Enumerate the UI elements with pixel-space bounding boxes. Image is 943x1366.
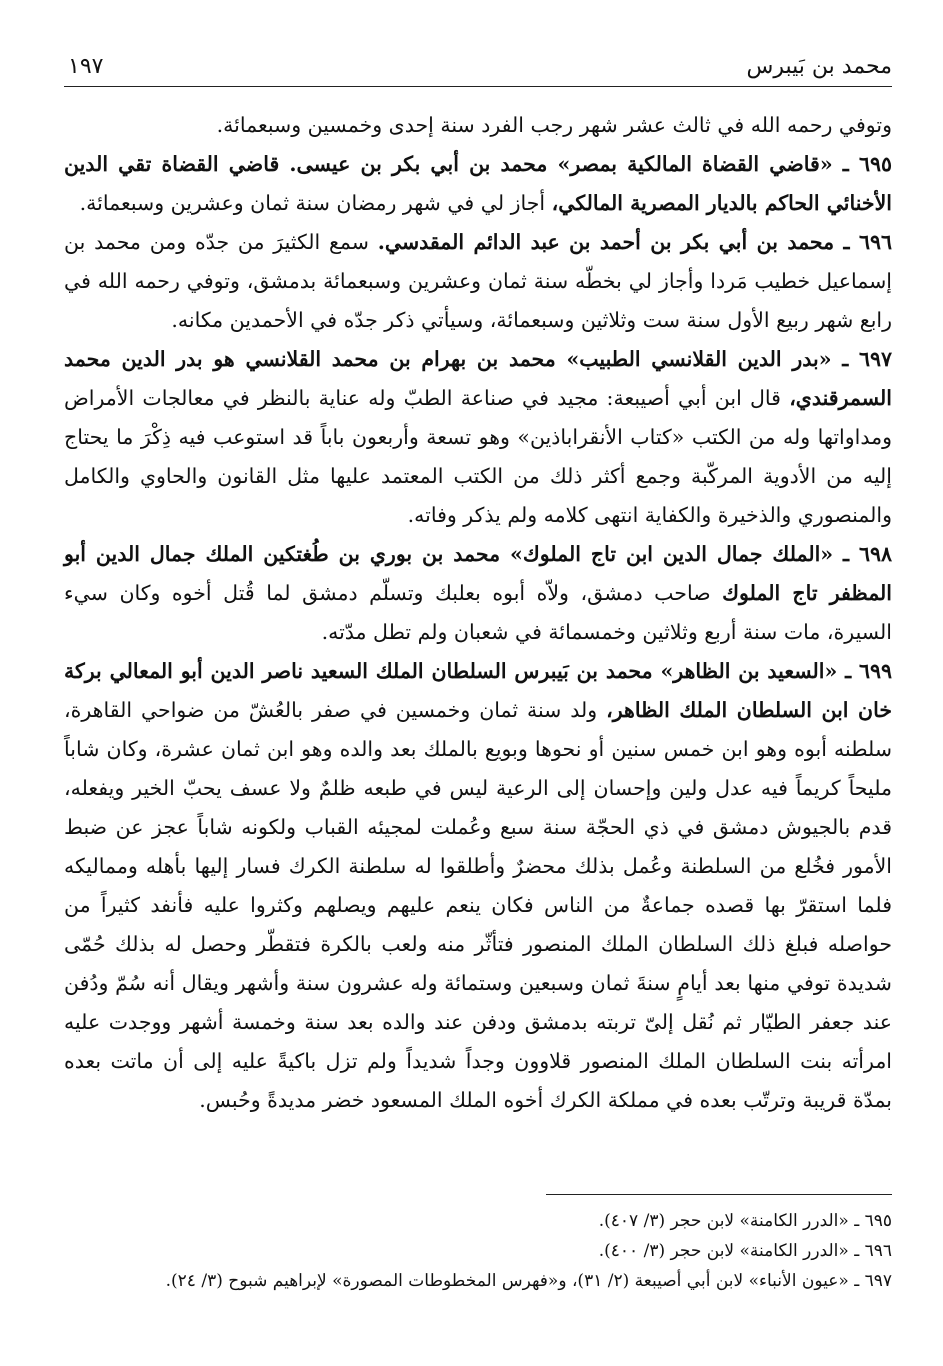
entry-text: ولد سنة ثمان وخمسين في صفر بالعُشّ من ضواحي القاهرة، سلطنه أبوه وهو ابن خمس سنين أو نحوها وبويع بالملك بعد والده وهو ابن ثمان عشرة، وكان شاباً مليحاً كريماً فيه عدل ولين وإحسان إلى الرعية ليس في طبعه ظلمٌ ولا عسف يحبّ الخير ويفعله، قدم بالجيوش دمشق في ذي الحجّة سنة سبع وعُملت لمجيئه القباب ولكونه شاباً عجز عن ضبط الأمور فخُلع من السلطنة وعُمل بذلك محضرٌ وأطلقوا له سلطنة الكرك فسار إليها بأهله ومماليكه فلما استقرّ بها قصده جماعةٌ من الناس فكان ينعم عليهم ويصلهم وكثروا عليه فأنفد كثيراً من حواصله فبلغ ذلك السلطان الملك المنصور فتأثّر منه ولعب بالكرة فتقطّر وحصل له بذلك حُمّى شديدة توفي منها بعد أيامٍ سنةَ ثمان وسبعين وستمائة وله عشرون سنة وأشهر ويقال أنه سُمّ ودُفن عند جعفر الطيّار ثم نُقل إلىّ تربته بدمشق ودفن عند والده بعد سنة وخمسة أشهر ووجدت عليه امرأته بنت السلطان الملك المنصور قلاوون وجداً شديداً ولم تزل باكيةً عليه إلى أن ماتت بعده بمدّة قريبة وترتّب بعده في مملكة الكرك أخوه الملك المسعود خضر مديدةً وحُبس. <box>64 698 892 1112</box>
footnotes <box>64 1206 892 1296</box>
entry-695 <box>64 145 892 223</box>
entry-heading: ٦٩٧ ـ «بدر الدين القلانسي الطبيب» محمد بن بهرام بن محمد القلانسي هو بدر الدين محمد السمرقندي، <box>64 347 892 410</box>
footnote-divider <box>546 1194 892 1195</box>
entry-heading: ٦٩٥ ـ «قاضي القضاة المالكية بمصر» محمد بن أبي بكر بن عيسى. قاضي القضاة تقي الدين الأخنائي الحاكم بالديار المصرية المالكي، <box>64 152 892 215</box>
main-text <box>64 106 892 1120</box>
entry-text: صاحب دمشق، ولاّه أبوه بعلبك وتسلّم دمشق لما قُتل أخوه وكان سيء السيرة، مات سنة أربع وثلاثين وخمسمائة في شعبان ولم تطل مدّته. <box>64 581 892 644</box>
entry-heading: ٦٩٨ ـ «الملك جمال الدين ابن تاج الملوك» محمد بن بوري بن طُغتكين الملك جمال الدين أبو المظفر تاج الملوك <box>64 542 892 605</box>
entry-697 <box>64 340 892 535</box>
entry-699 <box>64 652 892 1120</box>
entry-heading: ٦٩٦ ـ محمد بن أبي بكر بن أحمد بن عبد الدائم المقدسي. <box>377 230 892 254</box>
entry-text: وتوفي رحمه الله في ثالث عشر شهر رجب الفرد سنة إحدى وخمسين وسبعمائة. <box>216 113 892 137</box>
entry-heading: ٦٩٩ ـ «السعيد بن الظاهر» محمد بن بَيبرس السلطان الملك السعيد ناصر الدين أبو المعالي بركة خان ابن السلطان الملك الظاهر، <box>64 659 892 722</box>
book-page <box>64 0 892 1366</box>
entry-continuation <box>64 106 892 145</box>
entry-text: سمع الكثيرَ من جدّه ومن محمد بن إسماعيل خطيب مَردا وأجاز لي بخطّه سنة ثمان وعشرين وسبعمائة بدمشق، وتوفي رحمه الله في رابع شهر ربيع الأول سنة ست وثلاثين وسبعمائة، وسيأتي ذكر جدّه في الأحمدين مكانه. <box>64 230 892 332</box>
entry-text: أجاز لي في شهر رمضان سنة ثمان وعشرين وسبعمائة. <box>79 191 552 215</box>
entry-698 <box>64 535 892 652</box>
entry-text: قال ابن أبي أصيبعة: مجيد في صناعة الطبّ وله عناية بالنظر في معالجات الأمراض ومداواتها وله من الكتب «كتاب الأنقراباذين» وهو تسعة وأربعون باباً قد استوعب فيه ذِكْرَ ما يحتاج إليه من الأدوية المركّبة وجمع أكثر ذلك من الكتب المعتمد عليها مثل القانون والحاوي والكامل والمنصوري والذخيرة والكفاية انتهى كلامه ولم يذكر وفاته. <box>64 386 892 527</box>
footnote-695: ٦٩٥ ـ «الدرر الكامنة» لابن حجر (٣/ ٤٠٧). <box>598 1211 892 1231</box>
page-number: ١٩٧ <box>68 54 104 79</box>
page-header <box>64 46 892 87</box>
footnote-696: ٦٩٦ ـ «الدرر الكامنة» لابن حجر (٣/ ٤٠٠). <box>598 1241 892 1261</box>
footnote-697: ٦٩٧ ـ «عيون الأنباء» لابن أبي أصيبعة (٢/ ٣١)، و«فهرس المخطوطات المصورة» لإبراهيم شبوح (٣/ ٢٤). <box>165 1271 892 1291</box>
entry-696 <box>64 223 892 340</box>
running-title: محمد بن بَيبرس <box>746 54 892 79</box>
